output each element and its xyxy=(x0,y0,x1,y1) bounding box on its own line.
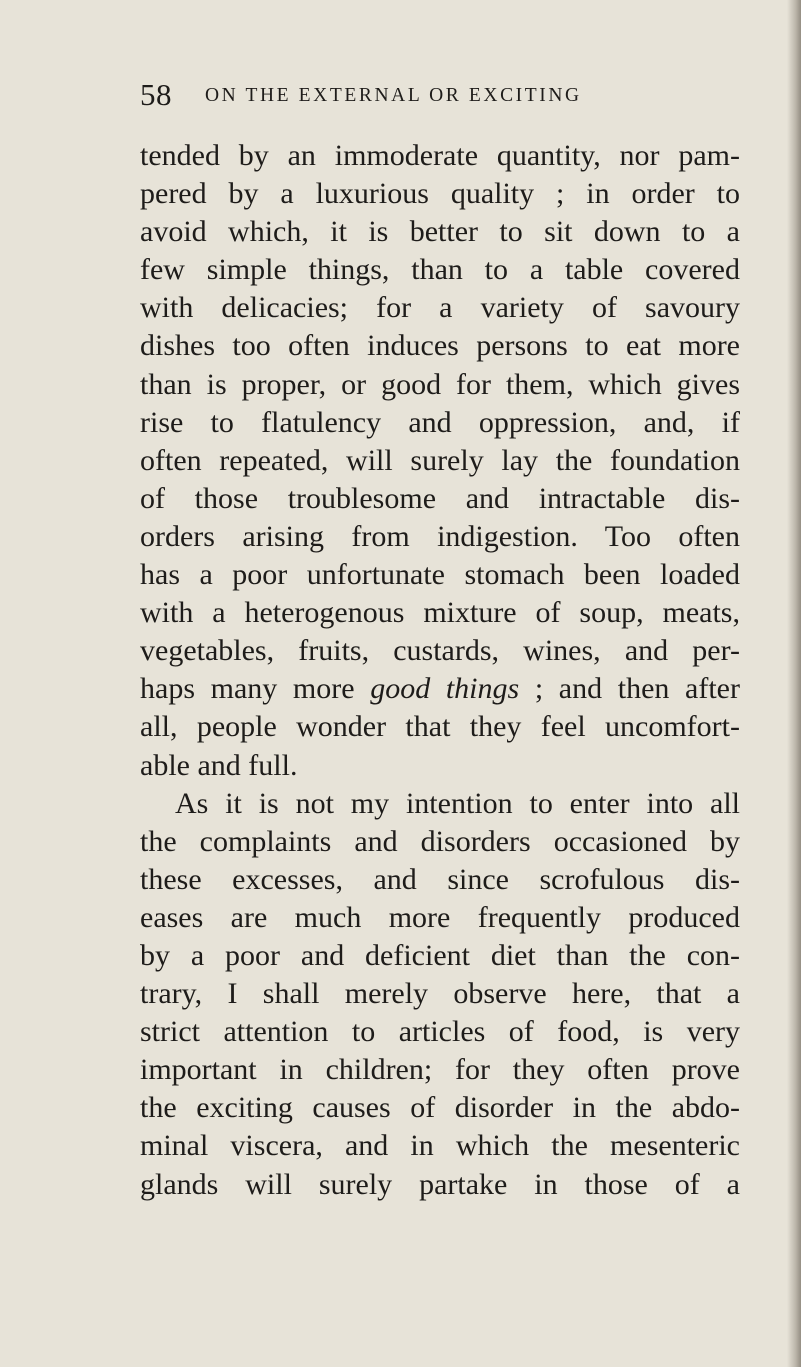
emphasis-good-things: good things xyxy=(370,672,520,706)
text-line-7: than is proper, or good for them, which gives xyxy=(140,367,740,401)
text-line-12: has a poor unfortunate stomach been loaded xyxy=(140,558,740,592)
text-line-15-before: haps many more xyxy=(140,672,371,706)
text-line-15-after: ; and then after xyxy=(519,672,740,706)
text-line-11: orders arising from indigestion. Too often xyxy=(140,519,740,553)
text-line-22: by a poor and deficient diet than the con- xyxy=(140,938,740,972)
text-line-23: trary, I shall merely observe here, that a xyxy=(140,977,740,1011)
text-line-9: often repeated, will surely lay the foundation xyxy=(140,443,740,477)
text-line-3: avoid which, it is better to sit down to a xyxy=(140,215,740,249)
text-line-14: vegetables, fruits, custards, wines, and per- xyxy=(140,634,740,668)
text-line-24: strict attention to articles of food, is very xyxy=(140,1015,740,1049)
page-number: 58 xyxy=(140,77,172,112)
text-line-21: eases are much more frequently produced xyxy=(140,900,740,934)
text-line-5: with delicacies; for a variety of savoury xyxy=(140,291,740,325)
text-line-15 xyxy=(140,670,740,708)
text-line-27: minal viscera, and in which the mesenteric xyxy=(140,1129,740,1163)
text-line-10: of those troublesome and intractable dis- xyxy=(140,481,740,515)
body-text xyxy=(140,137,740,1204)
text-line-28: glands will surely partake in those of a xyxy=(140,1167,740,1201)
text-line-16: all, people wonder that they feel uncomfort- xyxy=(140,710,740,744)
text-line-13: with a heterogenous mixture of soup, meats, xyxy=(140,596,740,630)
text-line-20: these excesses, and since scrofulous dis- xyxy=(140,862,740,896)
text-line-25: important in children; for they often prove xyxy=(140,1053,740,1087)
text-line-8: rise to flatulency and oppression, and, if xyxy=(140,405,740,439)
page-header xyxy=(140,78,700,112)
running-head: ON THE EXTERNAL OR EXCITING xyxy=(205,85,582,106)
text-line-26: the exciting causes of disorder in the abdo- xyxy=(140,1091,740,1125)
text-line-17: able and full. xyxy=(140,748,298,782)
text-line-4: few simple things, than to a table covered xyxy=(140,253,740,287)
text-line-2: pered by a luxurious quality ; in order to xyxy=(140,177,740,211)
page-edge-shadow xyxy=(787,0,801,1367)
text-line-1: tended by an immoderate quantity, nor pam- xyxy=(140,139,740,172)
text-line-18: As it is not my intention to enter into all xyxy=(175,786,740,820)
text-line-6: dishes too often induces persons to eat more xyxy=(140,329,740,363)
text-line-19: the complaints and disorders occasioned by xyxy=(140,824,740,858)
